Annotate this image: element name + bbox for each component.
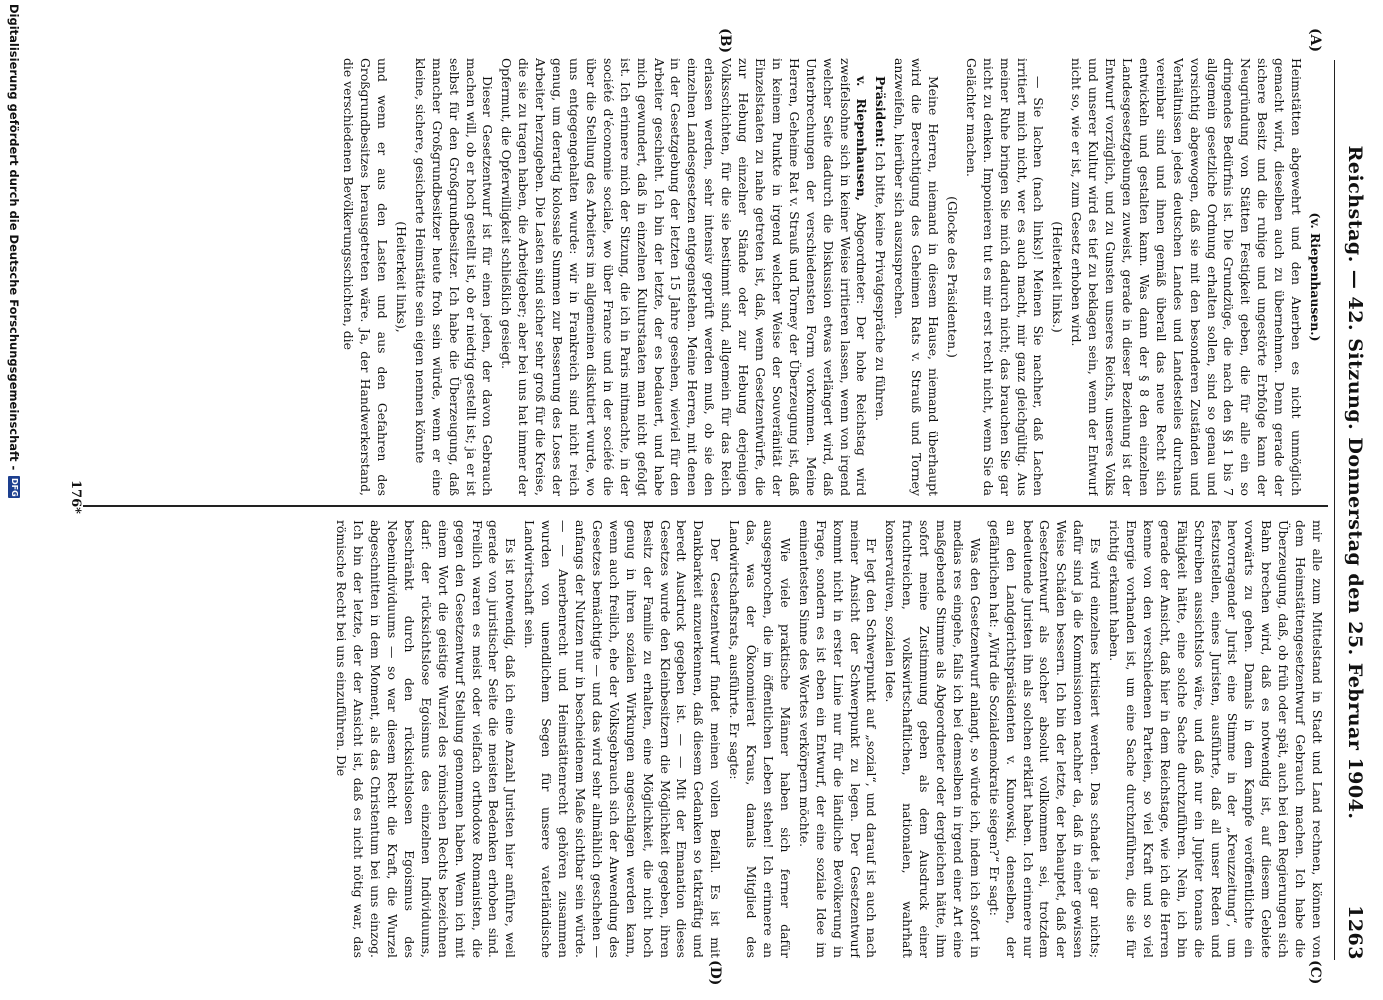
digitization-credit [7, 4, 21, 498]
right-paragraph-2: Es wird einzelnes kritisiert werden. Das schadet ja gar nichts; dafür sind ja die Kommissionen nachher da, daß in einer gewissen Weise Schäden bessern. Ich bin der letzte, der behauptet, daß der Gesetzentwurf als solcher absolut vollkommen sei, trotzdem bedeutende Juristen ihn als solchen erklärt haben. Ich erinnere nur an den Landgerichtspräsidenten v. Kunowski, denselben, der gefährlichen hat: „Wird die Sozialdemokratie siegen?“ Er sagt: [986, 520, 1104, 958]
page-header [1335, 60, 1375, 960]
margin-marker-b: (B) [717, 28, 733, 54]
right-quote-2: Der Gesetzentwurf findet meinen vollen Beifall. Es ist mit Dankbarkeit anzuerkennen, daß diesem Gedanken so tatkräftig und beredt Ausdruck gegeben ist. — — Mit der Emanation dieses Gesetzes wurde den Kleinbesitzern die Möglichkeit gegeben, ihren Besitz der Familie zu erhalten, eine Möglichkeit, die nicht hoch genug in ihren sozialen Wirkungen angeschlagen werden kann, wenn auch freilich, ehe der Volksgebrauch sich der Anwendung des Gesetzes bemächtigte — und das wird sehr allmählich geschehen — anfangs der Nutzen nur in bescheidenem Maße sichtbar sein würde. — — Anerbenrecht und Heimstättenrecht gehören zusammen wurden von unendlichem Segen für unsere vaterländische Landwirtschaft sein. [522, 520, 724, 958]
margin-marker-a: (A) [1307, 28, 1323, 53]
right-column [75, 520, 1325, 958]
speaker-label: (v. Riepenhausen.) [1308, 212, 1323, 342]
right-paragraph-4: Wie viele praktische Männer haben sich ferner dafür ausgesprochen, die im öffentlichen Leben stehen! Ich erinnere an das, was der Ökonomierat Kraus, damals Mitglied des Landwirtschaftsrats, ausführte. Er sagte: [727, 520, 793, 958]
column-divider [83, 505, 1328, 507]
signature-mark: 176* [68, 480, 83, 514]
right-paragraph-1: mir alle zum Mittelstand in Stadt und Land rechnen, können von dem Heimstättengesetzentwurf Gebrauch machen. Ich habe die Überzeugung, daß, ob früh oder spät, auch bei den Regierungen sich Bahn brechen wird, daß es notwendig ist, auf diesem Gebiete vorwärts zu gehen. Damals in dem Kampfe veröffentlichte ein hervorragender Jurist eine Stimme in der „Kreuzzeitung“, um festzustellen, eines Juristen, ausführte, daß all unser Reden und Schreiben aussichtslos wäre, und daß nur ein Jupiter tonans die Fähigkeit hätte, eine solche Sache durchzuführen. Nein, ich bin gerade der Ansicht, daß hier in dem Reichstage, wie ich die Herren kenne von den verschiedenen Parteien, so viel Kraft und so viel Energie vorhanden ist, um eine Sache durchzuführen, die sie für richtig erkannt haben. [1107, 520, 1325, 958]
right-paragraph-5: Es ist notwendig, daß ich eine Anzahl Juristen hier anführe, weil gerade von juristischer Seite die meisten Bedenken erhoben sind. Freilich waren es meist oder vielfach orthodoxe Romanisten, die gegen den Gesetzentwurf Stellung genommen haben. Wenn ich mit einem Wort die geistige Wurzel des römischen Rechts bezeichnen darf: der rücksichtslose Egoismus des einzelnen Individuums, beschränkt durch den rücksichtslosen Egoismus des Nebenindividuums — so war diesem Recht die Kraft, die Wurzel abgeschnitten in dem Moment, als das Christentum bei uns einzog. Ich bin der letzte, der der Ansicht ist, daß es nicht nötig war, das römische Recht bei uns einzuführen. Die [334, 520, 519, 958]
left-paragraph-6: und wenn er aus den Lasten und aus den Gefahren des Großgrundbesitzes herausgetreten wäre. Ja, der Handwerkerstand, die verschiedenen Bevölkerungsschichten, die [341, 58, 391, 496]
margin-marker-d: (D) [707, 960, 723, 986]
left-interjection-3: (Heiterkeit links), [393, 221, 409, 333]
left-paragraph-1: Heimstätten abgewehrt und den Anerben es nicht unmöglich gemacht wird, dieselben auch zu übernehmen. Denn gerade der sichere Besitz und die ruhige und ungestörte Erbfolge kann der Neugründung von Stätten Festigkeit geben, die für alle ein so dringendes Bedürfnis ist. Die Grundzüge, die nach den §§ 1 bis 7 allgemein gesetzliche Ordnung erhalten sollen, sind so genau und vorsichtig abgewogen, daß sie mit den besonderen Zuständen und Verhältnissen jedes deutschen Landes und Landesteiles durchaus vereinbar sind und ihnen gemäß überall das neue Recht sich entwickeln und gestalten kann. Was dann der § 8 den einzelnen Landesgesetzgebungen zuweist, gerade in dieser Beziehung ist der Entwurf vorzüglich, und zu Gunsten unseres Reichs, unseres Volks und unserer Kultur wird es tief zu beklagen sein, wenn der Entwurf nicht so, wie er ist, zum Gesetz erhoben wird. [1069, 58, 1305, 496]
page-number: 1263 [1344, 905, 1366, 960]
dfg-logo-icon: DFG [10, 478, 19, 497]
left-column [75, 58, 1325, 496]
left-interjection-2: (Glocke des Präsidenten.) [944, 196, 960, 358]
right-paragraph-3: Er legt den Schwerpunkt auf „sozial“, und darauf ist auch nach meiner Ansicht der Schwerpunkt zu legen. Der Gesetzentwurf kommt nicht in erster Linie nur für die ländliche Bevölkerung in Frage, sondern es ist eben ein Entwurf, der eine soziale Idee im eminentesten Sinne des Wortes verkörpern möchte. [796, 520, 880, 958]
left-paragraph-3: Meine Herren, niemand in diesem Hause, niemand überhaupt wird die Berechtigung des Geheimen Rats v. Strauß und Torney anzweifeln, hierüber sich auszusprechen. [892, 58, 942, 496]
left-paragraph-2: — Sie lachen (nach links)! Meinen Sie nachher, daß Lachen irritiert mich nicht, wer es auch macht, mir ganz gleichgültig. Aus meiner Ruhe bringen Sie mich dadurch nicht; das brauchen Sie gar nicht zu denken. Imponieren tut es mir erst recht nicht, wenn Sie da Gelächter machen. [963, 58, 1047, 496]
header-rule [1334, 60, 1335, 960]
header-title: Reichstag. — 42. Sitzung. Donnerstag den 25. Februar 1904. [1344, 145, 1366, 820]
right-quote-1: Was den Gesetzentwurf anlangt, so würde ich, indem ich sofort in medias res eingehe, falls ich bei demselben in irgend einer Art eine maßgebende Stimme als Abgeordneter oder dergleichen hätte, ihm sofort meine Zustimmung geben als dem Ausdruck einer fruchtreichen, volkswirtschaftlichen, nationalen, wahrhaft konservativen, sozialen Idee. [883, 520, 983, 958]
credit-text: Digitalisierung gefördert durch die Deutsche Forschungsgemeinschaft - [7, 4, 21, 471]
left-paragraph-5: Dieser Gesetzentwurf ist für einen jeden, der davon Gebrauch machen will, ob er hoch gestellt ist, ob er niedrig gestellt ist; ja er ist selbst für den Großgrundbesitzer. Ich habe die Überzeugung, daß mancher Großgrundbesitzer heute froh sein würde, wenn er eine kleine, sichere, gesicherte Heimstätte sein eigen nennen könnte [412, 58, 496, 496]
left-paragraph-4: Der hohe Reichstag wird zweifelsohne sich in keiner Weise irritieren lassen, wenn von irgend welcher Seite dadurch die Diskussion etwas verlängert wird, daß Unterbrechungen der verschiedensten Form vorkommen. Meine Herren, Geheime Rat v. Strauß und Torney der Überzeugung ist, daß in keinem Punkte in irgend welcher Weise der Souveränität der Einzelstaaten zu nahe getreten ist, daß, wenn Gesetzentwürfe, die zur Hebung einzelner Stände oder zur Hebung derjenigen Volksschichten, für die sie bestimmt sind, allgemein für das Reich erlassen werden, sehr intensiv geprüft werden muß, ob sie den einzelnen Landesgesetzen entgegenstehen. Meine Herren, mit denen in der Gesetzgebung der letzten 15 Jahre gesehen, wieviel für den Arbeiter geschieht. Ich bin der letzte, der es bedauert, und habe mich gewundert, daß in einzelnen Kulturstaaten man nicht gefolgt ist. Ich erinnere mich der Sitzung, die ich in Paris mitmachte, in der société d'économie sociale, wo über France und in der société die über die Stellung des Arbeiters im allgemeinen diskutiert wurde, wo uns entgegengehalten wurde: wir in Frankreich sind nicht reich genug, um derartig kolossale Summen zur Besserung des Loses der Arbeiter herzugeben. Die Lasten sind sicher sehr groß für die Kreise, die sie zu tragen haben, die Arbeitgeber; aber bei uns hat immer der Opfermut, die Opferwilligkeit schließlich gesiegt. [499, 58, 870, 496]
speaker2-role: Abgeordneter: [854, 212, 870, 305]
president-label: Präsident: [873, 76, 889, 148]
speaker2-label: v. Riepenhausen, [854, 76, 870, 202]
margin-marker-c: (C) [1307, 960, 1323, 985]
president-text: Ich bitte, keine Privatgespräche zu führen. [873, 151, 889, 422]
left-interjection-1: (Heiterkeit links.) [1050, 221, 1066, 333]
